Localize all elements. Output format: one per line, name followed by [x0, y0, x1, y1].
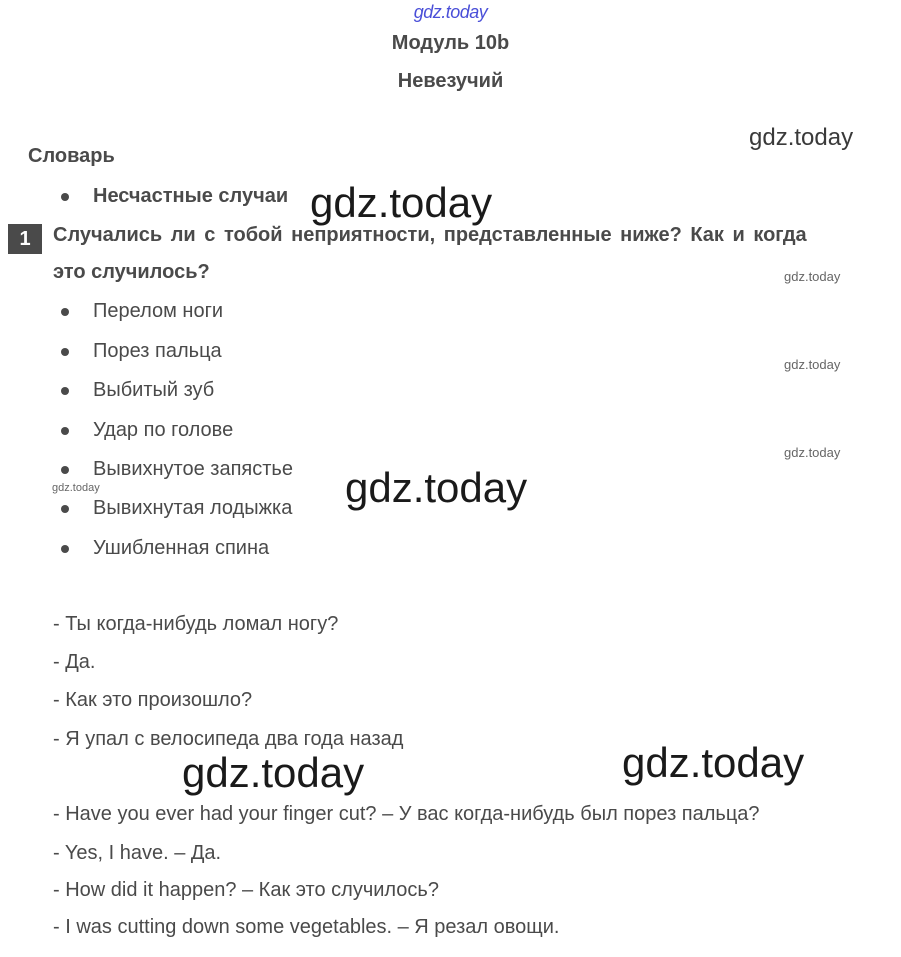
dialog-line: - Как это произошло?: [53, 689, 253, 711]
exercise-number-badge: 1: [8, 224, 42, 254]
watermark-top: gdz.today: [413, 2, 488, 22]
dialog-line: - Я упал с велосипеда два года назад: [53, 728, 404, 750]
list-item: Вывихнутая лодыжка: [93, 497, 293, 519]
watermark-right: gdz.today: [749, 124, 854, 151]
watermark-small: gdz.today: [784, 269, 841, 284]
list-item: Порез пальца: [93, 340, 222, 362]
watermark-big: gdz.today: [182, 749, 365, 796]
list-item: Перелом ноги: [93, 300, 224, 322]
bullet-icon: [61, 427, 69, 435]
watermark-small: gdz.today: [784, 357, 841, 372]
watermark-big: gdz.today: [622, 739, 805, 786]
dialog-line: - I was cutting down some vegetables. – Я резал овощи.: [53, 916, 560, 938]
dialog-line: - Yes, I have. – Да.: [53, 842, 222, 864]
bullet-icon: [61, 348, 69, 356]
bullet-icon: [61, 193, 69, 201]
exercise-question: Случались ли с тобой неприятности, представленные ниже? Как и когда: [53, 224, 807, 246]
dialog-line: - Have you ever had your finger cut? – У вас когда-нибудь был порез пальца?: [53, 803, 760, 825]
vocabulary-item: Несчастные случаи: [93, 185, 289, 207]
dialog-line: - Ты когда-нибудь ломал ногу?: [53, 613, 339, 635]
bullet-icon: [61, 466, 69, 474]
list-item: Ушибленная спина: [93, 537, 270, 559]
bullet-icon: [61, 505, 69, 513]
bullet-icon: [61, 387, 69, 395]
list-item: Выбитый зуб: [93, 379, 215, 401]
list-item: Вывихнутое запястье: [93, 458, 293, 480]
bullet-icon: [61, 308, 69, 316]
watermark-big: gdz.today: [310, 179, 493, 226]
page-title: Модуль 10b: [391, 32, 510, 54]
watermark-small: gdz.today: [784, 445, 841, 460]
bullet-icon: [61, 545, 69, 553]
watermark-small: gdz.today: [52, 482, 100, 494]
exercise-question: это случилось?: [53, 261, 210, 283]
watermark-big: gdz.today: [345, 464, 528, 511]
dialog-line: - Да.: [53, 651, 96, 673]
vocabulary-heading: Словарь: [28, 145, 115, 167]
dialog-line: - How did it happen? – Как это случилось?: [53, 879, 439, 901]
list-item: Удар по голове: [93, 419, 234, 441]
page-subtitle: Невезучий: [397, 70, 504, 92]
